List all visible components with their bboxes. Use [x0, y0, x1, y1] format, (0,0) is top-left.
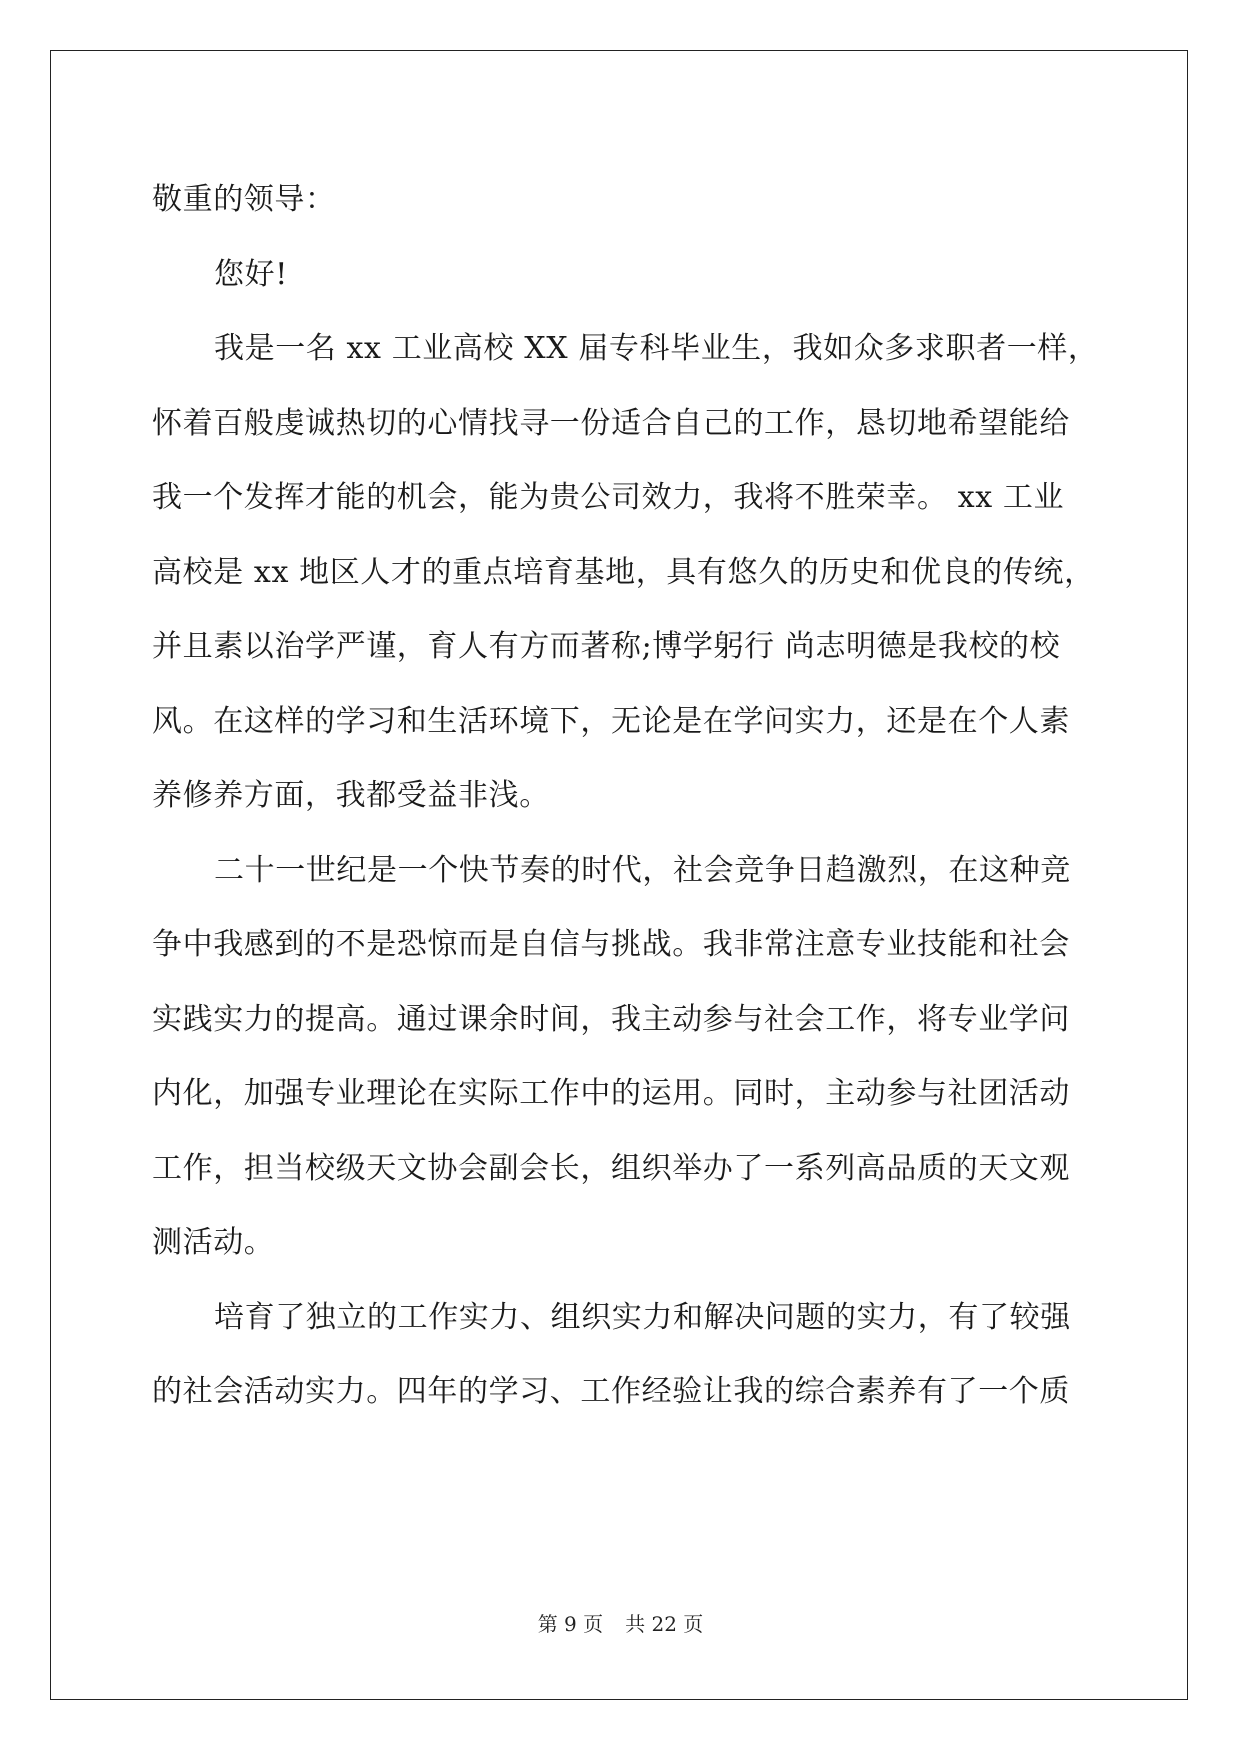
- paragraph-line: 实践实力的提高。通过课余时间，我主动参与社会工作，将专业学问: [152, 1001, 1070, 1037]
- letter-body: [152, 163, 1099, 1430]
- paragraph-line: 内化，加强专业理论在实际工作中的运用。同时，主动参与社团活动: [152, 1076, 1070, 1111]
- paragraph-line: 怀着百般虔诚热切的心情找寻一份适合自己的工作，恳切地希望能给: [152, 405, 1070, 441]
- salutation-line: 敬重的领导：: [152, 182, 336, 217]
- paragraph-line: 养修养方面，我都受益非浅。: [152, 778, 550, 813]
- paragraph-line: 争中我感到的不是恐惊而是自信与挑战。我非常注意专业技能和社会: [152, 927, 1070, 962]
- page-total: 共 22 页: [625, 1612, 704, 1636]
- paragraph-line: 我是一名 xx 工业高校 XX 届专科毕业生，我如众多求职者一样，: [214, 331, 1099, 366]
- paragraph-line: 的社会活动实力。四年的学习、工作经验让我的综合素养有了一个质: [152, 1374, 1070, 1409]
- paragraph-line: 我一个发挥才能的机会，能为贵公司效力，我将不胜荣幸。 xx 工业: [152, 480, 1065, 515]
- page-number: 第 9 页: [537, 1612, 604, 1636]
- paragraph-line: 风。在这样的学习和生活环境下，无论是在学问实力，还是在个人素: [152, 703, 1070, 739]
- paragraph-line: 二十一世纪是一个快节奏的时代，社会竞争日趋激烈，在这种竞: [214, 852, 1071, 888]
- paragraph-line: 并且素以治学严谨，育人有方而著称;博学躬行 尚志明德是我校的校: [152, 629, 1061, 664]
- greeting-line: 您好!: [214, 256, 288, 292]
- paragraph-line: 工作，担当校级天文协会副会长，组织举办了一系列高品质的天文观: [152, 1150, 1070, 1186]
- page-footer: [0, 1608, 1241, 1637]
- paragraph-line: 高校是 xx 地区人才的重点培育基地，具有悠久的历史和优良的传统，: [152, 554, 1095, 590]
- paragraph-line: 培育了独立的工作实力、组织实力和解决问题的实力，有了较强: [214, 1299, 1071, 1335]
- paragraph-line: 测活动。: [152, 1225, 275, 1260]
